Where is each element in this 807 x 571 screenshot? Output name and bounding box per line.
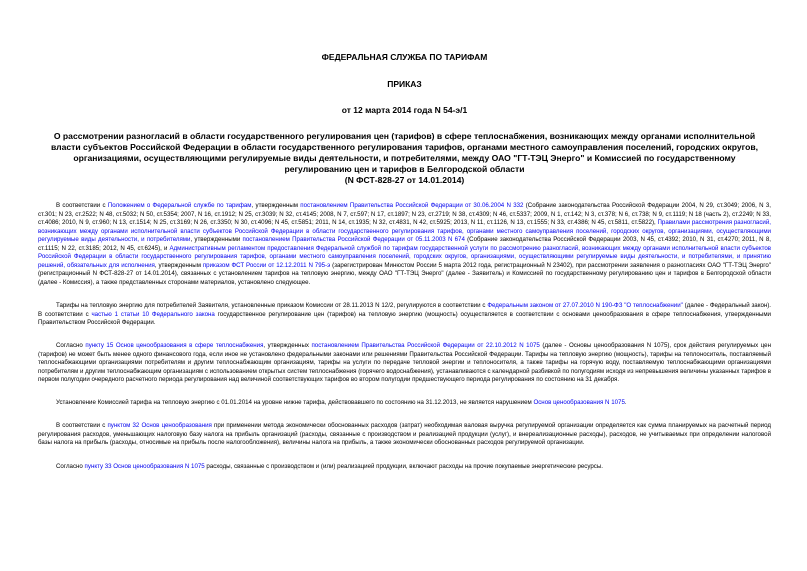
p1-text: , утвержденным xyxy=(251,202,301,209)
document-type: ПРИКАЗ xyxy=(387,79,422,89)
link-law-190[interactable]: Федеральным законом от 27.07.2010 N 190-ФЗ "О теплоснабжении" xyxy=(487,301,683,309)
subject-text: О рассмотрении разногласий в области государственного регулирования цен (тарифов) в сфере теплоснабжения, возникающих между органами исполнительной власти субъектов Российской Федерации в области государственного регулирования тарифов, органами местного самоуправления поселений, городских округов, организациями, осуществляющими регулируемые виды деятельности, и потребителями, между ОАО "ГТ-ТЭЦ Энерго" и Комиссией по государственному регулированию цен и тарифов в Белгородской области xyxy=(50,131,759,174)
paragraph-4 xyxy=(38,399,771,408)
p5-text: при применении метода экономически обоснованных расходов (затрат) необходимая валовая выручка регулируемой организации определяется как сумма планируемых на расчетный период регулирования расходов, уменьшающих налоговую базу налога на прибыль организаций (расходы, связанные с производством и реализацией продукции (услуг), и внереализационные расходы), расходов, не учитываемых при определении налоговой базы налога на прибыль (расходы, относимые на прибыль после налогообложения), величины налога на прибыль, а также экономически обоснованных расходов регулируемой организации. xyxy=(38,422,771,447)
p1-text: , утвержденным xyxy=(154,261,203,269)
link-fst-regulation[interactable]: Положением о Федеральной службе по тарифам xyxy=(107,202,252,209)
link-article-10[interactable]: частью 1 статьи 10 Федерального закона xyxy=(91,310,215,318)
p4-text: Установление Комиссией тарифа на тепловую энергию с 01.01.2014 на уровне нижне тарифа, действовавшего по состоянию на 31.12.2013, не является нарушением xyxy=(56,399,534,407)
p3-text: (далее - Основы ценообразования N 1075), срок действия регулируемых цен (тарифов) не может быть менее одного финансового года, если иное не установлено федеральными законами или решениями Правительства Российской Федерации. Тарифы на тепловую энергию (мощность), тарифы на теплоноситель, поставляемый теплоснабжающими организациями потребителям и другим теплоснабжающим организациям, тарифы на услуги по передаче тепловой энергии и теплоносителя, а также тарифы на горячую воду, поставляемую теплоснабжающими организациями потребителям и другим теплоснабжающим организациям с использованием открытых систем теплоснабжения (горячего водоснабжения), устанавливаются с календарной разбивкой по полугодиям исходя из непревышения величины указанных тарифов в первом полугодии очередного расчетного периода регулирования над величиной соответствующих тарифов во втором полугодии предшествующего периода регулирования по состоянию на 31 декабря. xyxy=(38,342,771,384)
agency-name: ФЕДЕРАЛЬНАЯ СЛУЖБА ПО ТАРИФАМ xyxy=(321,52,488,62)
p3-text: Согласно xyxy=(56,342,86,350)
link-disagreement-rules[interactable]: Правилами рассмотрения разногласий, возникающих между органами исполнительной власти субъектов Российской Федерации в области государственного регулирования тарифов, органами местного самоуправления поселений, городских округов, организациями, осуществляющими регулируемые виды деятельности, и потребителями xyxy=(38,219,771,244)
link-decree-332[interactable]: постановлением Правительства Российской Федерации от 30.06.2004 N 332 xyxy=(300,202,524,209)
p6-text: Согласно xyxy=(56,462,85,470)
link-admin-regulation[interactable]: Административным регламентом предоставления Федеральной службой по тарифам государственной услуги по рассмотрению разногласий, возникающих между органами исполнительной власти субъектов Российской Федерации в области государственного регулирования тарифов, органами местного самоуправления поселений, городских округов, организациями, осуществляющими регулируемые виды деятельности, и потребителями, и принятию решений, обязательных для исполнения xyxy=(38,244,772,269)
link-clause-15[interactable]: пункту 15 Основ ценообразования в сфере теплоснабжения xyxy=(85,342,264,350)
paragraph-2 xyxy=(38,302,771,328)
paragraph-1 xyxy=(38,202,771,287)
link-decree-1075[interactable]: постановлением Правительства Российской Федерации от 22.10.2012 N 1075 xyxy=(311,342,540,350)
p1-text: , утвержденными xyxy=(190,236,243,244)
p2-text: Тарифы на тепловую энергию для потребителей Заявителя, установленные приказом Комиссии от 28.11.2013 N 12/2, регулируются в соответствии с xyxy=(56,301,488,309)
p6-text: расходы, связанные с производством и (или) реализацией продукции, включают расходы на прочие покупаемые энергетические ресурсы. xyxy=(204,462,603,470)
document-body xyxy=(38,202,771,471)
link-decree-674[interactable]: постановлением Правительства Российской Федерации от 05.11.2003 N 674 xyxy=(242,236,465,244)
p2-text: (далее - Федеральный закон). В соответствии с xyxy=(38,301,772,318)
p1-text: (Собрание законодательства Российской Федерации 2004, N 29, ст.3049; 2006, N 3, ст.301; N 23, ст.2522; N 48, ст.5032; N 50, ст.5354; 2007, N 16, ст.1912; N 25, ст.3039; N 32, ст.4145; 2008, N 7, ст.597; N 17, ст.1897; N 23, ст.2719; N 38, ст.4309; N 46, ст.5337; 2009, N 1, ст.142; N 3, ст.378; N 6, ст.738; N 9, ст.1119; N 18 (часть 2), ст.2249; N 33, ст.4086; 2010, N 9, ст.960; N 13, ст.1514; N 25, ст.3169; N 26, ст.3350; N 30, ст.4096; N 45, ст.5851; 2011, N 14, ст.1935; N 32, ст.4831, N 42, ст.5925; 2013, N 11, ст.1126, N 13, ст.1555; N 33, ст.4386; N 45, ст.5811, ст.5822), xyxy=(38,202,771,227)
document-date: от 12 марта 2014 года N 54-э/1 xyxy=(341,105,468,115)
link-clause-33[interactable]: пункту 33 Основ ценообразования N 1075 xyxy=(84,462,205,470)
paragraph-5 xyxy=(38,422,771,448)
document-subject xyxy=(38,131,771,186)
p1-text: В соответствии с xyxy=(56,202,108,209)
p5-text: В соответствии с xyxy=(56,422,108,430)
p1-text: (Собрание законодательства Российской Федерации 2003, N 45, ст.4392; 2010, N 31, ст.4270; 2011, N 8, ст.1115; N 22, ст.3185; 2012, N 45, ст.6245), и xyxy=(38,236,771,252)
link-pricing-basics[interactable]: Основ ценообразования N 1075 xyxy=(533,399,625,407)
p3-text: , утвержденных xyxy=(263,342,312,350)
case-number: (N ФСТ-828-27 от 14.01.2014) xyxy=(344,175,465,185)
p4-text: . xyxy=(624,399,627,407)
p2-text: государственное регулирование цен (тарифов) на тепловую энергию (мощность) осуществляется в соответствии с основами ценообразования в сфере теплоснабжения, утвержденными Правительством Российской Федерации. xyxy=(38,310,771,327)
paragraph-3 xyxy=(38,342,771,385)
link-clause-32[interactable]: пунктом 32 Основ ценообразования xyxy=(107,422,212,430)
p1-text: (зарегистрирован Минюстом России 5 марта 2012 года, регистрационный N 23402), при рассмотрении заявления о разногласиях ОАО "ГТ-ТЭЦ Энерго" (регистрационный N ФСТ-828-27 от 14.01.2014), связанных с установлением тарифов на тепловую энергию, между ОАО "ГТ-ТЭЦ Энерго" (далее - Заявитель) и Комиссией по государственному регулированию цен и тарифов в Белгородской области (далее - Комиссия), а также представленных сторонами материалов, установлено следующее. xyxy=(38,261,771,286)
link-order-795[interactable]: приказом ФСТ России от 12.12.2011 N 795-э xyxy=(202,261,331,269)
paragraph-6 xyxy=(38,463,771,472)
